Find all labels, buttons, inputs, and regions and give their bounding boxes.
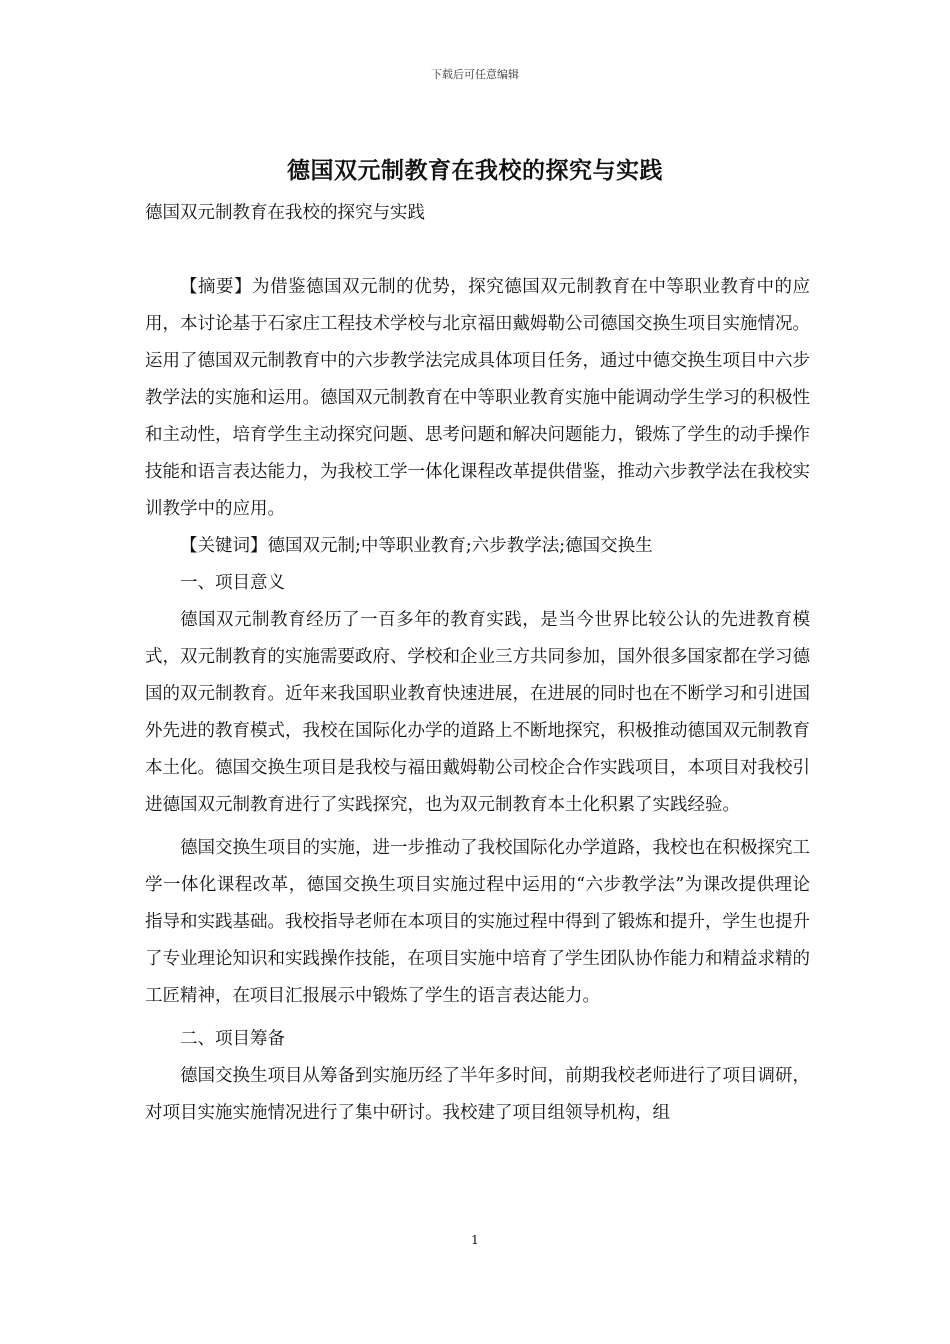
page-number: 1 <box>471 1233 479 1247</box>
section-heading-2: 二、项目筹备 <box>180 1029 285 1049</box>
body-paragraph: 德国交换生项目从筹备到实施历经了半年多时间，前期我校老师进行了项目调研，对项目实施实施情况进行了集中研讨。我校建了项目组领导机构，组 <box>145 1066 810 1123</box>
body-paragraph: 德国交换生项目的实施，进一步推动了我校国际化办学道路，我校也在积极探究工学一体化课程改革，德国交换生项目实施过程中运用的“六步教学法”为课改提供理论指导和实践基础。我校指导老师在本项目的实施过程中得到了锻炼和提升，学生也提升了专业理论知识和实践操作技能，在项目实施中培育了学生团队协作能力和精益求精的工匠精神，在项目汇报展示中锻炼了学生的语言表达能力。 <box>145 838 810 1006</box>
document-body <box>145 269 810 1132</box>
body-paragraph: 德国双元制教育经历了一百多年的教育实践，是当今世界比较公认的先进教育模式，双元制教育的实施需要政府、学校和企业三方共同参加，国外很多国家都在学习德国的双元制教育。近年来我国职业教育快速进展，在进展的同时也在不断学习和引进国外先进的教育模式，我校在国际化办学的道路上不断地探究，积极推动德国双元制教育本土化。德国交换生项目是我校与福田戴姆勒公司校企合作实践项目，本项目对我校引进德国双元制教育进行了实践探究，也为双元制教育本土化积累了实践经验。 <box>145 610 810 815</box>
keywords-paragraph: 【关键词】德国双元制;中等职业教育;六步教学法;德国交换生 <box>180 536 653 556</box>
section-heading-1: 一、项目意义 <box>180 573 285 593</box>
document-title: 德国双元制教育在我校的探究与实践 <box>287 157 663 184</box>
abstract-paragraph: 【摘要】为借鉴德国双元制的优势，探究德国双元制教育在中等职业教育中的应用，本讨论基于石家庄工程技术学校与北京福田戴姆勒公司德国交换生项目实施情况。运用了德国双元制教育中的六步教学法完成具体项目任务，通过中德交换生项目中六步教学法的实施和运用。德国双元制教育在中等职业教育实施中能调动学生学习的积极性和主动性，培育学生主动探究问题、思考问题和解决问题能力，锻炼了学生的动手操作技能和语言表达能力，为我校工学一体化课程改革提供借鉴，推动六步教学法在我校实训教学中的应用。 <box>145 277 810 519</box>
document-subtitle: 德国双元制教育在我校的探究与实践 <box>145 203 425 223</box>
header-note: 下载后可任意编辑 <box>431 68 519 81</box>
